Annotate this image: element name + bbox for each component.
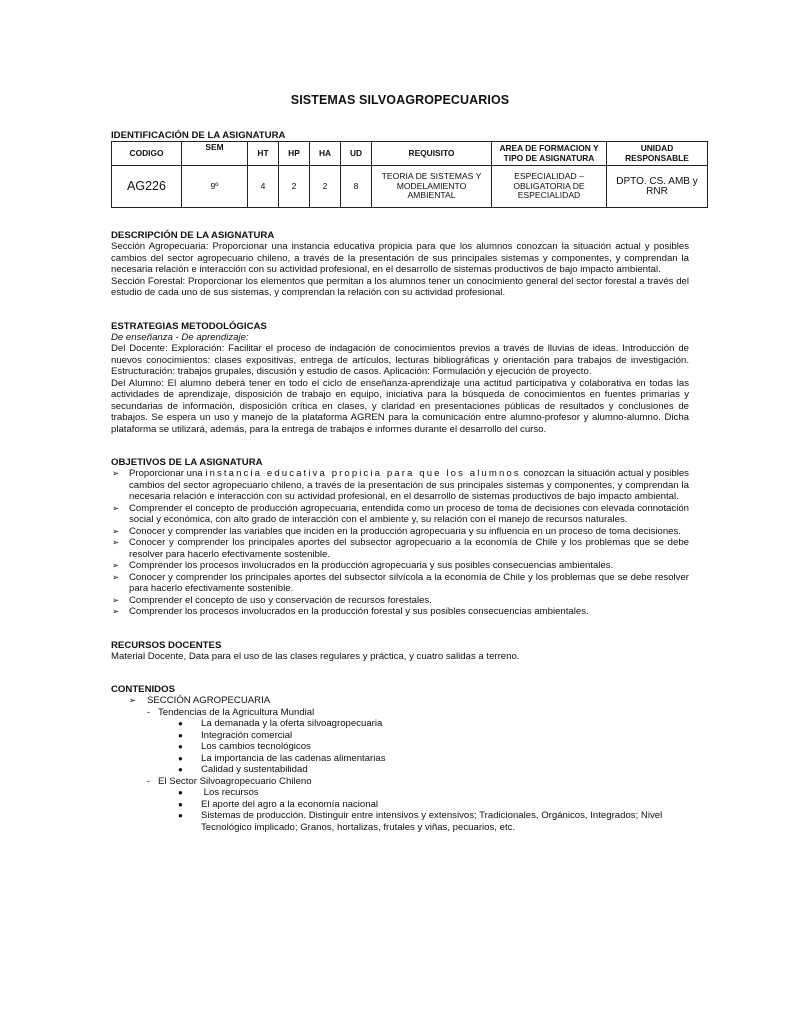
arrow-bullet-icon: ➢ (112, 537, 120, 547)
tema-2-list (111, 787, 689, 833)
dot-bullet-icon: ● (178, 730, 183, 740)
contenidos-seccion: ➢ SECCIÓN AGROPECUARIA (129, 695, 271, 706)
list-item: ● El aporte del agro a la economía nacional (178, 798, 379, 810)
dot-bullet-icon: ● (178, 753, 183, 763)
arrow-bullet-icon: ➢ (112, 571, 120, 582)
table-row (112, 166, 708, 208)
header-requisito: REQUISITO (372, 142, 492, 166)
header-sem: SEM (182, 142, 248, 166)
cell-unidad: DPTO. CS. AMB y RNR (607, 166, 708, 208)
header-ud: UD (341, 142, 372, 166)
arrow-bullet-icon: ➢ (129, 695, 137, 705)
contenidos-tema-2: - El Sector Silvoagropecuario Chileno (147, 775, 312, 787)
dash-bullet-icon: - (147, 706, 151, 718)
cell-ud: 8 (341, 166, 372, 208)
cell-codigo: AG226 (112, 166, 182, 208)
header-ha: HA (310, 142, 341, 166)
contenidos-heading: CONTENIDOS (111, 684, 175, 695)
dot-bullet-icon: ● (178, 742, 183, 751)
header-area: AREA DE FORMACION Y TIPO DE ASIGNATURA (492, 142, 607, 166)
list-item: ➢ Comprender los procesos involucrados en la producción forestal y sus posibles consecuencias ambientales. (112, 606, 589, 617)
dot-bullet-icon: ● (178, 788, 183, 797)
identificacion-table (111, 141, 708, 208)
list-item: ● Integración comercial (178, 729, 293, 741)
dot-bullet-icon: ● (178, 811, 183, 820)
cell-sem: 9º (182, 166, 248, 208)
list-item: ➢ Comprender el concepto de uso y conservación de recursos forestales. (112, 594, 432, 606)
list-item: ➢ Proporcionar una instancia educativa propicia para que los alumnos conozcan la situación actual y posibles cambios del sector agropecuario chileno, a través de la presentación de sus principales sistemas y componentes, y comprendan la necesaria relación e interacción con su actividad profesional, en el desarrollo de sistemas productivos de bajo impacto ambiental. (112, 468, 689, 502)
dash-bullet-icon: - (147, 775, 151, 787)
list-item: ● Los cambios tecnológicos (178, 741, 311, 752)
list-item: ● La importancia de las cadenas alimentarias (178, 752, 386, 764)
list-item: ➢ Comprender el concepto de producción agropecuaria, entendida como un proceso de toma de decisiones con elevada connotación social y económica, con alto grado de interacción con el ambiente y, su relación con el manejo de recursos naturales. (112, 502, 689, 525)
list-item: ● Los recursos (178, 787, 259, 798)
cell-ht: 4 (248, 166, 279, 208)
arrow-bullet-icon: ➢ (112, 594, 120, 605)
arrow-bullet-icon: ➢ (112, 502, 120, 513)
recursos-heading: RECURSOS DOCENTES (111, 639, 222, 651)
cell-ha: 2 (310, 166, 341, 208)
list-item: ● La demanada y la oferta silvoagropecuaria (178, 718, 383, 729)
arrow-bullet-icon: ➢ (112, 606, 120, 616)
header-unidad: UNIDAD RESPONSABLE (607, 142, 708, 166)
objetivos-heading: OBJETIVOS DE LA ASIGNATURA (111, 457, 263, 468)
document-title: SISTEMAS SILVOAGROPECUARIOS (290, 93, 510, 107)
arrow-bullet-icon: ➢ (112, 525, 120, 536)
descripcion-forestal: Sección Forestal: Proporcionar los elementos que permitan a los alumnos tener un conocimiento general del sector forestal a través del estudio de cada uno de sus sistemas, y comprendan la relación con su actividad profesional. (111, 275, 689, 298)
cell-area: ESPECIALIDAD – OBLIGATORIA DE ESPECIALIDAD (492, 166, 607, 208)
table-header-row (112, 142, 708, 166)
contenidos-tema-1: - Tendencias de la Agricultura Mundial (147, 706, 315, 718)
recursos-text: Material Docente, Data para el uso de las clases regulares y práctica, y cuatro salidas a terreno. (111, 650, 520, 662)
header-ht: HT (248, 142, 279, 166)
list-item: ➢ Conocer y comprender las variables que inciden en la producción agropecuaria y su influencia en un proceso de toma decisiones. (112, 525, 681, 537)
estrategias-docente: Del Docente: Exploración: Facilitar el proceso de indagación de conocimientos previos a través de lluvias de ideas. Introducción de nuevos conocimientos: clases expositivas, entrega de artículos, lecturas bibliográficas y orientación para trabajos de investigación. Estructuración: trabajos grupales, discusión y estudio de casos. Aplicación: Formulación y ejecución de proyecto. (111, 343, 689, 377)
list-item: ➢ Conocer y comprender los principales aportes del subsector agropecuario a la economía de Chile y los problemas que se debe resolver para hacerlo efectivamente sostenible. (112, 537, 689, 560)
list-item: ➢ Comprender los procesos involucrados en la producción agropecuaria y sus posibles consecuencias ambientales. (112, 560, 614, 571)
cell-requisito: TEORIA DE SISTEMAS Y MODELAMIENTO AMBIENTAL (372, 166, 492, 208)
descripcion-heading: DESCRIPCIÓN DE LA ASIGNATURA (111, 230, 275, 241)
descripcion-agropecuaria: Sección Agropecuaria: Proporcionar una instancia educativa propicia para que los alumnos conozcan la situación actual y posibles cambios del sector agropecuario chileno, a través de la presentación de sus principales sistemas y componentes, y comprendan la necesaria relación e interacción con su actividad profesional, en el desarrollo de sistemas productivos de bajo impacto ambiental. (111, 241, 689, 275)
header-codigo: CODIGO (112, 142, 182, 166)
header-hp: HP (279, 142, 310, 166)
list-item: ● Calidad y sustentabilidad (178, 764, 308, 775)
dot-bullet-icon: ● (178, 799, 183, 809)
objetivos-list (111, 468, 689, 618)
estrategias-heading: ESTRATEGIAS METODOLÓGICAS (111, 320, 267, 332)
dot-bullet-icon: ● (178, 765, 183, 774)
dot-bullet-icon: ● (178, 719, 183, 728)
list-item: ➢ Conocer y comprender los principales aportes del subsector silvícola a la economía de Chile y los problemas que se debe resolver para hacerlo efectivamente sostenible. (112, 571, 689, 594)
estrategias-alumno: Del Alumno: El alumno deberá tener en todo el ciclo de enseñanza-aprendizaje una actitud participativa y colaborativa en todas las actividades de aprendizaje, disposición de trabajo en equipo, iniciativa para la búsqueda de conocimientos en fuentes primarias y secundarias de información, disposición crítica en clases, y claridad en presentaciones públicas de resultados y conclusiones de trabajos. Se espera un uso y manejo de la plataforma AGREN para la comunicación entre alumno-profesor y alumno-alumno. Dicha plataforma se utilizará, además, para la entrega de trabajos e informes durante el desarrollo del curso. (111, 377, 689, 435)
estrategias-subheading: De enseñanza - De aprendizaje: (111, 331, 249, 343)
arrow-bullet-icon: ➢ (112, 468, 120, 478)
identificacion-heading: IDENTIFICACIÓN DE LA ASIGNATURA (111, 130, 286, 141)
tema-1-list (111, 718, 689, 776)
document-body (111, 130, 698, 833)
list-item: ● Sistemas de producción. Distinguir entre intensivos y extensivos; Tradicionales, Orgánicos, Integrados; Nivel Tecnológico implicado; Granos, hortalizas, frutales y viñas, pecuarios, etc. (178, 810, 663, 833)
arrow-bullet-icon: ➢ (112, 560, 120, 570)
cell-hp: 2 (279, 166, 310, 208)
